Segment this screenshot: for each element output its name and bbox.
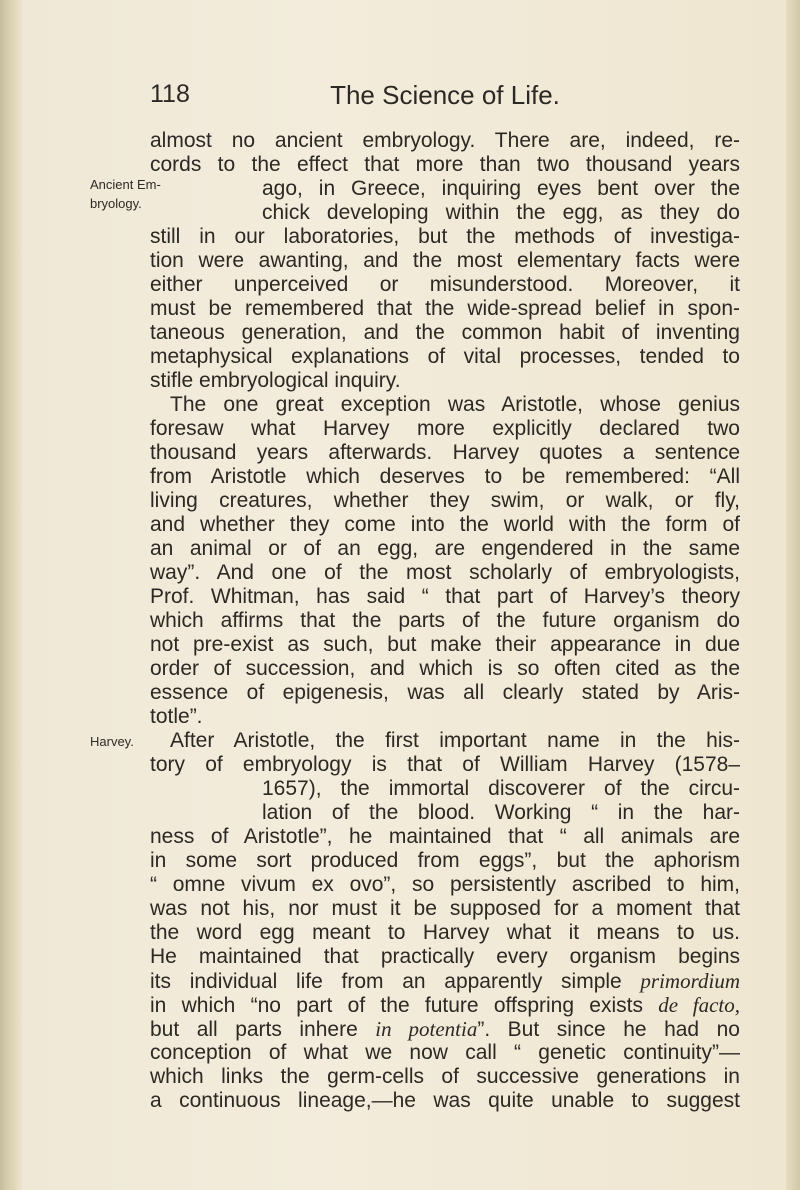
text-line: tory of embryology is that of William Harvey (1578– — [150, 753, 740, 776]
text-line: totle”. — [150, 705, 203, 728]
text-line: not pre-exist as such, but make their appearance in due — [150, 633, 740, 656]
text-line: order of succession, and which is so often cited as the — [150, 657, 740, 680]
text-line: living creatures, whether they swim, or walk, or fly, — [150, 489, 740, 512]
text-line: tion were awanting, and the most elementary facts were — [150, 249, 740, 272]
text-line: still in our laboratories, but the methods of investiga- — [150, 225, 740, 248]
running-title: The Science of Life. — [330, 80, 560, 110]
text-line: ness of Aristotle”, he maintained that “ all animals are — [150, 825, 740, 848]
text-line: chick developing within the egg, as they do — [262, 201, 740, 224]
page-number: 118 — [150, 80, 190, 108]
text-line: He maintained that practically every organism begins — [150, 945, 740, 968]
text-line: The one great exception was Aristotle, whose genius — [170, 393, 740, 416]
text-line — [150, 1016, 740, 1042]
text-line: which affirms that the parts of the future organism do — [150, 609, 740, 632]
italic-term-de-facto: de facto, — [658, 993, 740, 1017]
text-line: must be remembered that the wide-spread belief in spon- — [150, 297, 740, 320]
text-line: conception of what we now call “ genetic continuity”— — [150, 1041, 740, 1064]
text-fragment: in which “no part of the future offspring exists — [150, 994, 659, 1017]
text-line: 1657), the immortal discoverer of the circu- — [262, 777, 740, 800]
margin-note-line: bryology. — [90, 196, 142, 211]
margin-note-ancient-embryology — [90, 175, 161, 213]
text-line: and whether they come into the world with the form of — [150, 513, 740, 536]
text-line — [150, 968, 740, 994]
text-line: which links the germ-cells of successive generations in — [150, 1065, 740, 1088]
margin-note-line: Harvey. — [90, 734, 134, 749]
margin-note-harvey — [90, 732, 134, 751]
page-header — [150, 80, 740, 120]
text-fragment: its individual life from an apparently simple — [150, 970, 641, 993]
italic-term-in-potentia: in potentia — [375, 1017, 478, 1041]
text-line: After Aristotle, the first important name in the his- — [170, 729, 740, 752]
text-fragment: but all parts inhere — [150, 1018, 376, 1041]
text-line: foresaw what Harvey more explicitly declared two — [150, 417, 740, 440]
text-line: thousand years afterwards. Harvey quotes a sentence — [150, 441, 740, 464]
text-line: Prof. Whitman, has said “ that part of Harvey’s theory — [150, 585, 740, 608]
text-fragment: ”. But since he had no — [477, 1018, 740, 1041]
text-line: essence of epigenesis, was all clearly stated by Aris- — [150, 681, 740, 704]
text-line: either unperceived or misunderstood. Moreover, it — [150, 273, 740, 296]
text-line: stifle embryological inquiry. — [150, 369, 401, 392]
text-line: ago, in Greece, inquiring eyes bent over the — [262, 177, 740, 200]
italic-term-primordium: primordium — [640, 969, 740, 993]
text-line: metaphysical explanations of vital processes, tended to — [150, 345, 740, 368]
text-line: an animal or of an egg, are engendered in the same — [150, 537, 740, 560]
page-edge — [786, 0, 800, 1190]
text-line: lation of the blood. Working “ in the har- — [262, 801, 740, 824]
text-line: way”. And one of the most scholarly of embryologists, — [150, 561, 740, 584]
text-line: from Aristotle which deserves to be remembered: “All — [150, 465, 740, 488]
text-line: was not his, nor must it be supposed for a moment that — [150, 897, 740, 920]
margin-note-line: Ancient Em- — [90, 177, 161, 192]
text-line: the word egg meant to Harvey what it means to us. — [150, 921, 740, 944]
text-line: cords to the effect that more than two thousand years — [150, 153, 740, 176]
text-line: taneous generation, and the common habit of inventing — [150, 321, 740, 344]
page-gutter — [0, 0, 22, 1190]
text-line: a continuous lineage,—he was quite unable to suggest — [150, 1089, 740, 1112]
text-line: in some sort produced from eggs”, but the aphorism — [150, 849, 740, 872]
text-line — [150, 992, 740, 1018]
text-line: “ omne vivum ex ovo”, so persistently ascribed to him, — [150, 873, 740, 896]
text-line: almost no ancient embryology. There are, indeed, re- — [150, 129, 740, 152]
